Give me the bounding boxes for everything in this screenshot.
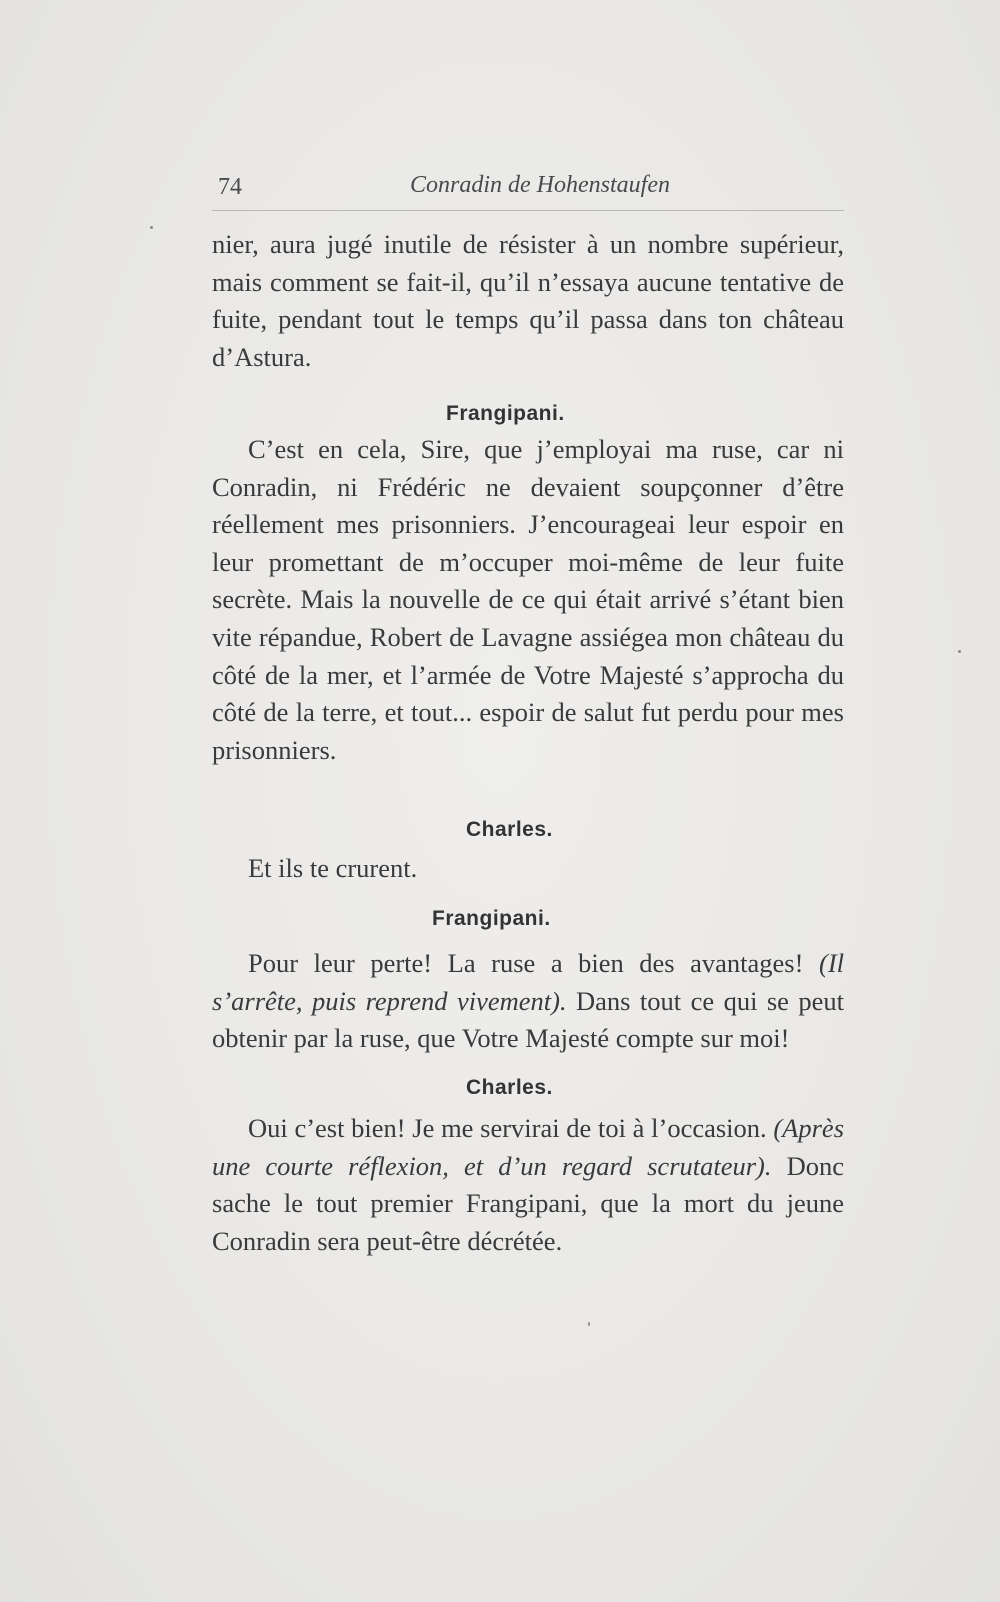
speaker-name: Frangipani. bbox=[446, 402, 565, 425]
dialogue-text: Dans tout ce qui se peut obtenir par la ruse, que Votre Majesté compte sur moi! bbox=[212, 985, 845, 1054]
paper-speck bbox=[150, 226, 153, 229]
paragraph-text: nier, aura jugé inutile de résister à un nombre supérieur, mais comment se fait-il, qu’il n’essaya aucune tentative de fuite, pendant tout le temps qu’il passa dans ton château d’Astura. bbox=[212, 229, 844, 372]
running-title: Conradin de Hohenstaufen bbox=[410, 172, 670, 198]
page-header bbox=[212, 170, 828, 210]
paragraph-4 bbox=[212, 945, 844, 1058]
page-number: 74 bbox=[218, 174, 242, 200]
header-rule bbox=[212, 210, 844, 211]
stage-direction: (Il s’arrête, puis reprend vivement). bbox=[212, 948, 845, 1016]
speaker-name: Frangipani. bbox=[432, 907, 551, 930]
paragraph-2 bbox=[212, 431, 844, 769]
speaker-name: Charles. bbox=[466, 1076, 553, 1099]
paragraph-5 bbox=[212, 1110, 844, 1260]
paper-speck bbox=[958, 650, 961, 653]
paragraph-text: Et ils te crurent. bbox=[248, 853, 418, 883]
paragraph-3 bbox=[212, 850, 844, 888]
stage-direction: (Après une courte réflexion, et d’un regard scrutateur). bbox=[212, 1113, 845, 1181]
speaker-name: Charles. bbox=[466, 818, 553, 841]
dialogue-text: Oui c’est bien! Je me servirai de toi à l’occasion. bbox=[248, 1113, 767, 1143]
paragraph-text bbox=[212, 945, 844, 1058]
dialogue-text: Donc sache le tout premier Frangipani, que la mort du jeune Conradin sera peut-être décrétée. bbox=[212, 1150, 845, 1256]
paragraph-text: C’est en cela, Sire, que j’employai ma ruse, car ni Conradin, ni Frédéric ne devaient soupçonner d’être réellement mes prisonniers. J’encourageai leur espoir en leur promettant de m’occuper moi-même de leur fuite secrète. Mais la nouvelle de ce qui était arrivé s’étant bien vite répandue, Robert de Lavagne assiégea mon château du côté de la mer, et l’armée de Votre Majesté s’approcha du côté de la terre, et tout... espoir de salut fut perdu pour mes prisonniers. bbox=[212, 434, 844, 765]
dialogue-text: Pour leur perte! La ruse a bien des avantages! bbox=[248, 948, 804, 978]
paragraph-1 bbox=[212, 226, 844, 376]
paragraph-text bbox=[212, 1110, 844, 1260]
paper-speck bbox=[588, 1322, 590, 1326]
